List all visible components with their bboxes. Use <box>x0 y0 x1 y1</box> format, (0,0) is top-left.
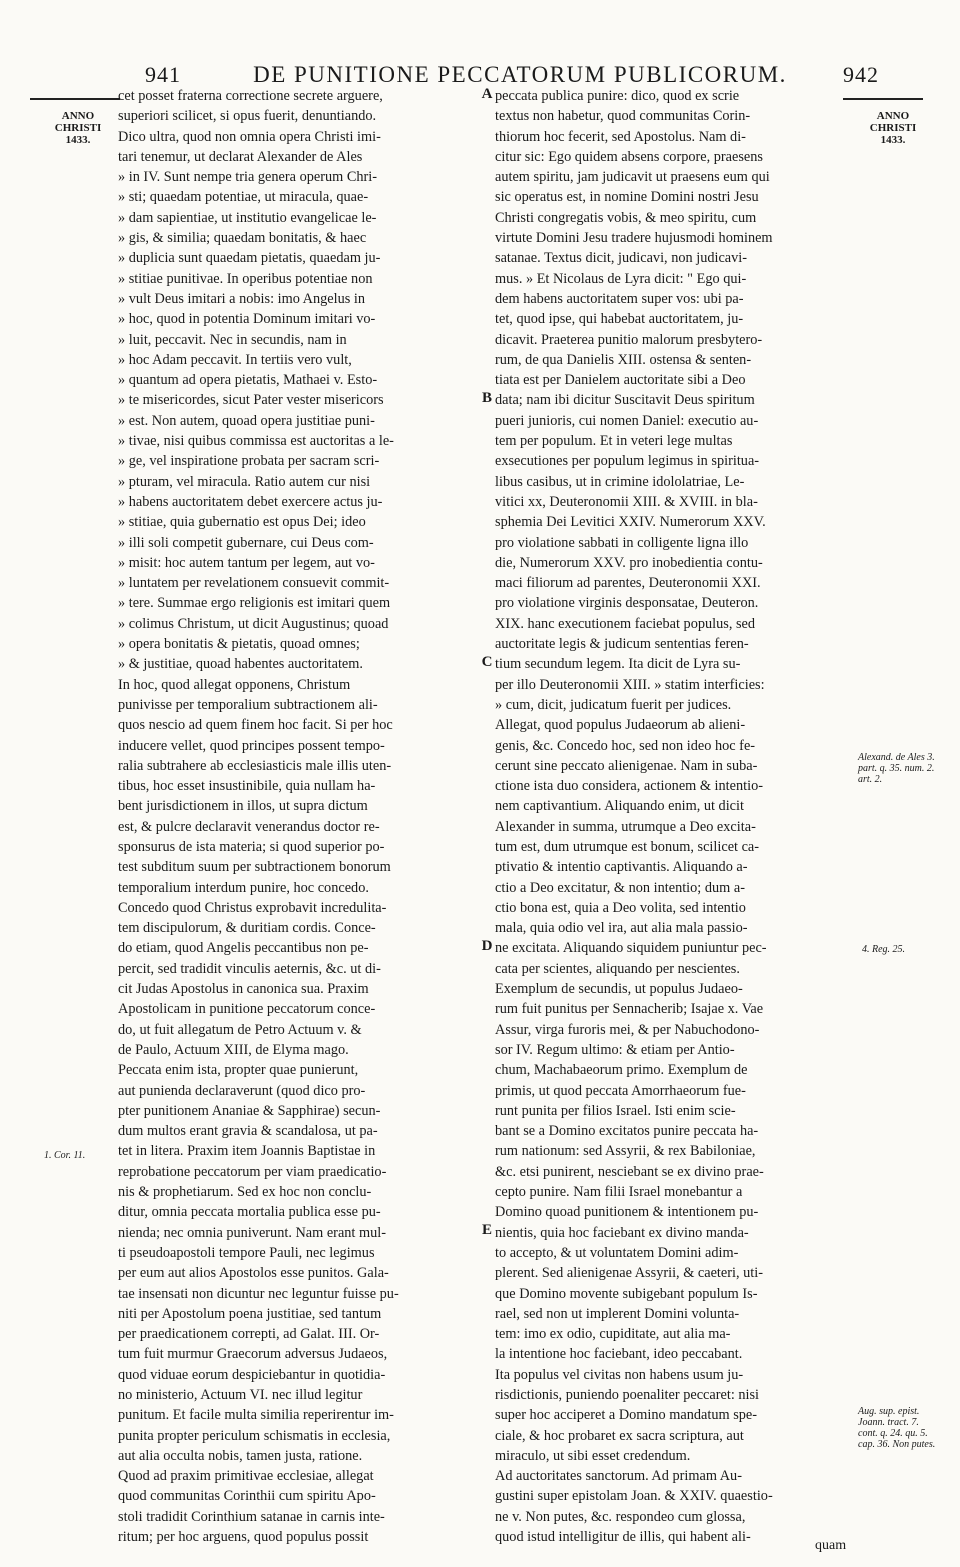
section-letter-d: D <box>481 938 493 954</box>
text-line: Concedo quod Christus exprobavit incredulita- <box>118 899 387 916</box>
text-line: &c. etsi punirent, nesciebant se ex divino prae- <box>495 1163 764 1180</box>
text-line: miraculo, ut sibi esset credendum. <box>495 1447 691 1464</box>
text-line: » duplicia sunt quaedam pietatis, quaedam ju- <box>118 250 381 267</box>
text-line: tum fuit murmur Graecorum adversus Judaeos, <box>118 1346 388 1363</box>
text-line: ptivatio & intentio captivantis. Aliquando a- <box>495 859 748 876</box>
text-line: tet, quod ipse, qui habebat auctoritatem, ju- <box>495 311 744 328</box>
text-line: Peccata enim ista, propter quae punierunt, <box>118 1062 359 1079</box>
text-line: test subditum suum per subtractionem bonorum <box>118 859 391 876</box>
text-line: dum multos erant gravia & scandalosa, ut pa- <box>118 1123 378 1140</box>
text-line: primis, ut quod peccata Amorrhaeorum fue- <box>495 1082 746 1099</box>
text-line: pro violatione virginis desponsatae, Deuteron. <box>495 595 759 612</box>
text-line: tem discipulorum, & duritiam cordis. Conce- <box>118 920 376 937</box>
text-line: punitum. Et facile multa similia reperirentur im- <box>118 1407 394 1424</box>
text-line: que Domino movente subigebant populum Is- <box>495 1285 758 1302</box>
text-line: » pturam, vel miracula. Ratio autem cur nisi <box>118 473 371 490</box>
text-line: reprobatione peccatorum per viam praedicatio- <box>118 1163 387 1180</box>
text-line: bant se a Domino excitatos punire peccata ha- <box>495 1123 759 1140</box>
text-line: autem spiritu, jam judicavit ut praesens eum qui <box>495 169 770 186</box>
text-line: dicavit. Praeterea punitio malorum presbytero- <box>495 331 763 348</box>
text-line: pueri junioris, cui nomen Daniel: executio au- <box>495 412 759 429</box>
text-line: Domino quoad punitionem & intentionem pu- <box>495 1204 759 1221</box>
text-line: per illo Deuteronomii XIII. » statim interficies: <box>495 676 765 693</box>
text-line: Christi congregatis vobis, & meo spiritu, cum <box>495 209 757 226</box>
text-line: do etiam, quod Angelis peccantibus non pe- <box>118 940 369 957</box>
text-line: tiata est per Danielem auctoritate sibi a Deo <box>495 372 746 389</box>
text-line: » opera bonitatis & pietatis, quoad omnes; <box>118 636 360 653</box>
text-line: runt punita per filios Israel. Isti enim scie- <box>495 1102 736 1119</box>
text-line: nientis, quia hoc faciebant ex divino manda- <box>495 1224 749 1241</box>
text-line: tum est, dum utrumque est bonum, scilicet ca- <box>495 838 760 855</box>
text-line: auctoritate legis & judicum sententias feren- <box>495 636 749 653</box>
text-line: » tivae, nisi quibus commissa est auctoritas a le- <box>118 433 394 450</box>
text-line: percit, sed tradidit vinculis aeternis, &c. ut di- <box>118 960 381 977</box>
text-line: temporalium interdum punire, hoc concedo. <box>118 879 369 896</box>
text-line: risdictionis, puniendo poenaliter peccaret: nisi <box>495 1387 760 1403</box>
text-line: rael, sed non ut implerent Domini volunta- <box>495 1305 740 1322</box>
text-line: ctio bona est, quia a Deo volita, sed intentio <box>495 899 746 916</box>
text-line: » tere. Summae ergo religionis est imitari quem <box>118 595 391 612</box>
text-line: » stitiae punitivae. In operibus potentiae non <box>118 270 373 287</box>
text-line: Allegat, quod populus Judaeorum ab alieni- <box>495 717 746 734</box>
text-line: per praedicationem correpti, ad Galat. III. Or- <box>118 1326 380 1343</box>
text-line: ctio a Deo excitatur, & non intentio; dum a- <box>495 879 745 896</box>
section-letter-b: B <box>481 390 492 406</box>
text-line: superiori scilicet, si opus fuerit, denuntiando. <box>118 108 377 125</box>
text-line: tibus, hoc esset insustinibile, quia nullam ha- <box>118 778 376 795</box>
text-line: punivisse per temporalium subtractionem ali- <box>118 696 378 713</box>
text-line: XIX. hanc executionem faciebat populus, sed <box>495 615 756 632</box>
section-letter-c: C <box>481 654 493 670</box>
text-line: quod communitas Corinthii cum spiritu Apo- <box>118 1488 376 1505</box>
text-line: de Paulo, Actuum XIII, de Elyma mago. <box>118 1041 349 1058</box>
text-line: » est. Non autem, quoad opera justitiae puni- <box>118 412 375 429</box>
text-line: pro violatione sabbati in colligente ligna illo <box>495 534 749 551</box>
text-line: In hoc, quod allegat opponens, Christum <box>118 676 351 693</box>
text-line: thiorum hoc fecerit, sed Apostolus. Nam di- <box>495 128 746 145</box>
text-line: nis & prophetiarum. Sed ex hoc non conclu- <box>118 1184 372 1201</box>
christi-label: CHRISTI <box>869 122 917 134</box>
text-line: sic operatus est, in nomine Domini nostri Jesu <box>495 189 759 206</box>
page-number-right: 942 <box>843 62 879 87</box>
text-line: data; nam ibi dicitur Suscitavit Deus spiritum <box>495 392 755 409</box>
text-line: la intentione hoc faciebant, ideo peccabant. <box>495 1346 743 1363</box>
text-line: ralia subtrahere ab ecclesiasticis male illis uten- <box>118 757 392 774</box>
text-line: ne excitata. Aliquando siquidem puniuntur pec- <box>495 940 767 957</box>
text-line: ne v. Non putes, &c. respondeo cum glossa, <box>495 1508 746 1525</box>
anno-label: ANNO <box>876 110 910 122</box>
text-line: » dam sapientiae, ut institutio evangelicae le- <box>118 209 377 226</box>
text-line: Exemplum de secundis, ut populus Judaeo- <box>495 981 743 998</box>
text-line: cit Judas Apostolus in canonica sua. Praxim <box>118 981 369 998</box>
text-line: rum nationum: sed Assyrii, & rex Babiloniae, <box>495 1143 756 1160</box>
text-line: Quod ad praxim primitivae ecclesiae, allegat <box>118 1468 374 1485</box>
text-line: rum, de qua Danielis XIII. ostensa & senten- <box>495 351 752 368</box>
text-line: » luntatem per revelationem consuevit commit- <box>118 575 390 592</box>
text-line: » hoc, quod in potentia Dominum imitari vo- <box>118 311 376 328</box>
text-line: chum, Machabaeorum primo. Exemplum de <box>495 1062 748 1079</box>
text-line: ti pseudoapostoli tempore Pauli, nec legimus <box>118 1244 375 1261</box>
text-line: tae insensati non dicuntur nec leguntur fuisse pu- <box>118 1285 399 1302</box>
text-line: nem captivantium. Aliquando enim, ut dicit <box>495 798 744 815</box>
text-line: ditur, omnia peccata mortalia publica esse pu- <box>118 1204 381 1221</box>
text-line: plerent. Sed alienigenae Assyrii, & caeteri, uti- <box>495 1265 763 1282</box>
text-line: sponsurus de ista materia; si quod superior po- <box>118 838 385 855</box>
text-line: » habens auctoritatem debet exercere actus ju- <box>118 493 383 510</box>
text-line: inducere vellet, quod principes possent tempo- <box>118 737 385 754</box>
text-line: rum fuit punitus per Sennacherib; Isajae x. Vae <box>495 1001 764 1018</box>
text-line: » te misericordes, sicut Pater vester misericors <box>118 392 384 409</box>
text-line: nienda; nec omnia puniverunt. Nam erant mul- <box>118 1224 386 1241</box>
text-line: no ministerio, Actuum VI. nec illud legitur <box>118 1387 363 1403</box>
text-line: » gis, & similia; quaedam bonitatis, & haec <box>118 230 367 247</box>
text-line: libus casibus, ut in crimine idololatriae, Le- <box>495 473 745 490</box>
text-line: to accepto, & ut voluntatem Domini adim- <box>495 1244 739 1261</box>
text-line: bent jurisdictionem in illos, ut supra dictum <box>118 798 368 815</box>
text-line: gustini super epistolam Joan. & XXIV. quaestio- <box>495 1488 773 1505</box>
text-line: » ge, vel inspiratione probata per sacram scri- <box>118 453 380 470</box>
text-line: » & justitiae, quoad habentes auctoritatem. <box>118 656 363 673</box>
text-line: aut alia occulta nobis, tamen justa, ratione. <box>118 1447 363 1464</box>
text-line: exsecutiones per populum legimus in spiritua- <box>495 453 760 470</box>
margin-note-reg: 4. Reg. 25. <box>862 944 906 955</box>
running-title: DE PUNITIONE PECCATORUM PUBLICORUM. <box>253 62 787 87</box>
year-label: 1433. <box>65 134 91 146</box>
text-line: Ad auctoritates sanctorum. Ad primam Au- <box>495 1468 742 1485</box>
text-line: tem: imo ex odio, cupiditate, aut alia ma- <box>495 1326 731 1343</box>
anno-christi-right <box>860 110 926 146</box>
text-line: tium secundum legem. Ita dicit de Lyra su- <box>495 656 741 673</box>
page-number-left: 941 <box>145 62 181 87</box>
catchword: quam <box>815 1538 847 1553</box>
section-letter-a: A <box>481 86 493 102</box>
text-line: Alexander in summa, utrumque a Deo excita- <box>495 818 756 835</box>
text-line: mala, quia odio vel ira, aut alia mala passio- <box>495 920 748 937</box>
text-line: aut punienda declaraverunt (quod dico pro- <box>118 1082 366 1099</box>
text-line: niti per Apostolum poena justitiae, sed tantum <box>118 1305 382 1322</box>
text-line: die, Numerorum XXV. pro inobedientia contu- <box>495 554 763 571</box>
text-line: tem per populum. Et in veteri lege multas <box>495 433 733 450</box>
text-line: per eum aut alios Apostolos esse punitos. Gala- <box>118 1265 389 1282</box>
text-line: est, & pulcre declaravit venerandus doctor re- <box>118 818 380 835</box>
text-line: quod istud intelligitur de illis, qui habent ali- <box>495 1529 751 1546</box>
text-line: pter punitionem Ananiae & Sapphirae) secun- <box>118 1102 381 1119</box>
section-letter-e: E <box>481 1222 492 1238</box>
text-line: Apostolicam in punitione peccatorum conce- <box>118 1001 376 1018</box>
text-line: cepto punire. Nam filii Israel monebantur a <box>495 1184 743 1201</box>
text-line: cet posset fraterna correctione secrete arguere, <box>118 88 383 104</box>
text-line: tari tenemur, ut declarat Alexander de Ales <box>118 148 363 165</box>
text-line: » misit: hoc autem tantum per legem, aut vo- <box>118 554 375 571</box>
text-line: do, ut fuit allegatum de Petro Actuum v. & <box>118 1021 362 1038</box>
text-line: cerunt sine peccato alienigenae. Nam in suba- <box>495 757 758 774</box>
text-line: » stitiae, quia gubernatio est opus Dei; ideo <box>118 514 366 531</box>
text-line: vitici xx, Deuteronomii XIII. & XVIII. in bla- <box>495 493 758 510</box>
text-line: genis, &c. Concedo hoc, sed non ideo hoc fe- <box>495 737 756 754</box>
text-line: sor IV. Regum ultimo: & etiam per Antio- <box>495 1041 735 1058</box>
text-line: quos nescio ad quem finem hoc facit. Si per hoc <box>118 717 393 734</box>
text-line: maci filiorum ad parentes, Deuteronomii XXI. <box>495 575 761 592</box>
text-line: peccata publica punire: dico, quod ex scrie <box>495 88 740 104</box>
text-line: stoli tradidit Corinthium satanae in carnis inte- <box>118 1508 385 1525</box>
text-line: punita propter periculum schismatis in ecclesia, <box>118 1427 391 1444</box>
christi-label: CHRISTI <box>54 122 102 134</box>
text-line: dem habens auctoritatem super vos: ubi pa- <box>495 290 744 307</box>
text-line: citur sic: Ego quidem absens corpore, praesens <box>495 148 763 165</box>
text-line: tet in litera. Praxim item Joannis Baptistae in <box>118 1143 376 1160</box>
text-line: » sti; quaedam potentiae, ut miracula, quae- <box>118 189 369 206</box>
text-line: super hoc acciperet a Domino mandatum spe- <box>495 1407 758 1424</box>
text-line: Dico ultra, quod non omnia opera Christi imi- <box>118 128 381 145</box>
text-line: » illi soli competit gubernare, cui Deus com- <box>118 534 374 551</box>
text-line: » luit, peccavit. Nec in secundis, nam in <box>118 331 347 348</box>
text-line: ciale, & hoc probaret ex sacra scriptura, aut <box>495 1427 744 1444</box>
margin-note-augustine: Aug. sup. epist. Joann. tract. 7. cont. q. 24. qu. 5. cap. 36. Non putes. <box>858 1406 936 1450</box>
right-text-column <box>495 86 867 1547</box>
text-line: Ita populus vel civitas non habens usum ju- <box>495 1366 744 1383</box>
text-line: virtute Domini Jesu tradere hujusmodi hominem <box>495 230 773 247</box>
text-line: ritum; per hoc arguens, quod populus possit <box>118 1529 369 1546</box>
text-line: cata per scientes, aliquando per nescientes. <box>495 960 740 977</box>
left-side-rule <box>30 98 120 100</box>
left-text-column <box>118 86 490 1547</box>
anno-christi-left <box>45 110 111 146</box>
text-line: quod viduae eorum despiciebantur in quotidia- <box>118 1366 386 1383</box>
text-line: Assur, virga furoris mei, & per Nabuchodono- <box>495 1021 760 1038</box>
text-line: » vult Deus imitari a nobis: imo Angelus in <box>118 290 366 307</box>
text-line: » colimus Christum, ut dicit Augustinus; quoad <box>118 615 389 632</box>
text-line: ctione ista duo considera, actionem & intentio- <box>495 778 763 795</box>
margin-note-alexander: Alexand. de Ales 3. part. q. 35. num. 2. art. 2. <box>858 752 935 785</box>
text-line: » cum, dicit, judicatum fuerit per judices. <box>495 696 732 713</box>
text-line: satanae. Textus dicit, judicavi, non judicavi- <box>495 250 748 267</box>
text-line: mus. » Et Nicolaus de Lyra dicit: " Ego qui- <box>495 270 747 287</box>
text-line: » quantum ad opera pietatis, Mathaei v. Esto- <box>118 372 378 389</box>
text-line: » hoc Adam peccavit. In tertiis vero vult, <box>118 351 352 368</box>
year-label: 1433. <box>880 134 906 146</box>
anno-label: ANNO <box>61 110 95 122</box>
margin-note-cor: 1. Cor. 11. <box>44 1150 86 1161</box>
text-line: textus non habetur, quod communitas Corin- <box>495 108 751 125</box>
text-line: » in IV. Sunt nempe tria genera operum Chri- <box>118 169 378 186</box>
text-line: sphemia Dei Levitici XXIV. Numerorum XXV. <box>495 514 766 531</box>
